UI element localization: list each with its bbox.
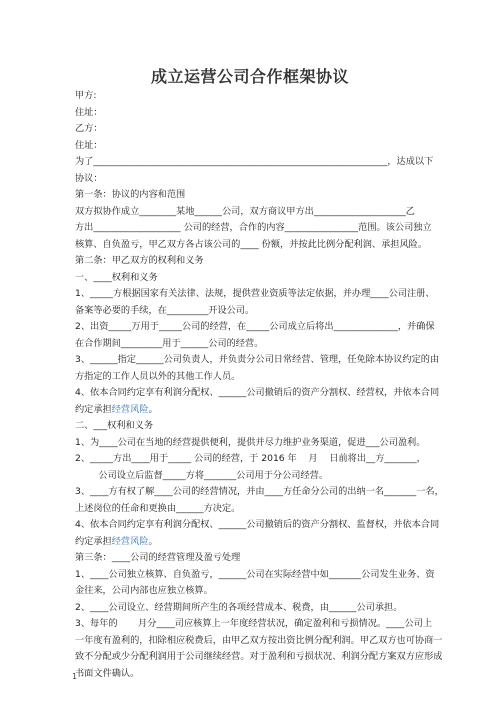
article-heading: 第一条：协议的内容和范围	[75, 189, 186, 200]
body-line	[75, 534, 437, 551]
section-heading: 二、___权利和义务	[75, 420, 154, 431]
text-fragment: 约定承担	[75, 403, 112, 415]
preamble-line: 为了________________________________________________________________，达成以下	[75, 156, 434, 167]
body-line: 在合作期间_________用于______公司的经营。	[75, 337, 264, 349]
body-line: 书面文件确认。	[75, 667, 140, 679]
page-number: 1	[72, 672, 78, 681]
document-title: 成立运营公司合作框架协议	[150, 67, 349, 86]
body-line	[75, 402, 437, 419]
risk-link[interactable]: 经营风险	[111, 535, 149, 547]
party-a-label: 甲方:	[75, 90, 97, 101]
risk-link[interactable]: 经营风险	[111, 403, 149, 415]
document-body	[75, 88, 444, 682]
body-line: 3、______指定______公司负责人，并负责分公司日常经营、管理，任免除本协议约定的由	[75, 354, 440, 365]
body-line: 3、每年的 月分____司应核算上一年度经营状况，确定盈利和亏损情况。____公司上	[75, 618, 433, 629]
body-line: 方出___________________ 公司的经营，合作的内容________________范围。该公司独立	[75, 222, 432, 233]
body-line: 1、_____方根据国家有关法律、法规，提供营业资质等法定依据，并办理____公司注册、	[75, 288, 435, 299]
body-line: 2、____公司设立、经营期间所产生的各项经营成本、税费，由______公司承担。	[75, 601, 403, 613]
text-fragment: 。	[148, 403, 158, 415]
body-line: 致不分配或少分配利润用于公司继续经营。对于盈利和亏损状况、利润分配方案双方应形成	[75, 651, 443, 662]
body-line: 公司设立后监督_____方将_______公司用于分公司经营。	[75, 469, 329, 481]
body-line: 4、依本合同约定享有利润分配权、______公司撤销后的资产分割权、经营权，并依本合同	[75, 387, 440, 398]
body-line: 1、____公司独立核算、自负盈亏，______公司在实际经营中如_______公司发生业务、资	[75, 568, 435, 580]
party-a-address: 住址：	[75, 106, 103, 118]
article-heading: 第三条：____公司的经营管理及盈亏处理	[75, 552, 241, 563]
party-b-label: 乙方：	[75, 123, 103, 134]
body-line: 2、出资_____万用于_____公司的经营，在_____公司成立后将出______________，并确保	[75, 321, 435, 332]
article-heading: 第二条：甲乙双方的权利和义务	[75, 255, 204, 266]
preamble-line: 协议：	[75, 172, 103, 184]
text-fragment: 。	[148, 535, 158, 547]
body-line: 金往来，公司内部也应独立核算。	[75, 585, 213, 596]
section-heading: 一、____权利和义务	[75, 271, 158, 283]
body-line: 备案等必要的手续，在_________开设公司。	[75, 304, 255, 316]
body-line: 双方拟协作成立________某地______公司，双方商议甲方出____________________乙	[75, 205, 415, 217]
body-line: 核算、自负盈亏，甲乙双方各占该公司的____ 份额，并按此比例分配利润、承担风险。	[75, 238, 428, 250]
body-line: 3、____方有权了解____公司的经营情况，并由____方任命分公司的出纳一名_______一名，	[75, 486, 444, 497]
text-fragment: 约定承担	[75, 535, 112, 547]
body-line: 上述岗位的任命和更换由______方决定。	[75, 502, 241, 514]
body-line: 一年度有盈利的，扣除相应税费后，由甲乙双方按出资比例分配利润。甲乙双方也可协商一	[75, 634, 443, 646]
body-line: 1、为____公司在当地的经营提供便利，提供并尽力维护业务渠道，促进___公司盈利。	[75, 436, 426, 448]
body-line: 2、_____方出____用于_____ 公司的经营，于 2016 年 月 日前将出__方_______，	[75, 453, 426, 464]
body-line: 方指定的工作人员以外的其他工作人员。	[75, 370, 241, 382]
party-b-address: 住址：	[75, 139, 103, 151]
body-line: 4、依本合同约定享有利润分配权、______公司撤销后的资产分割权、监督权，并依本合同	[75, 519, 440, 530]
